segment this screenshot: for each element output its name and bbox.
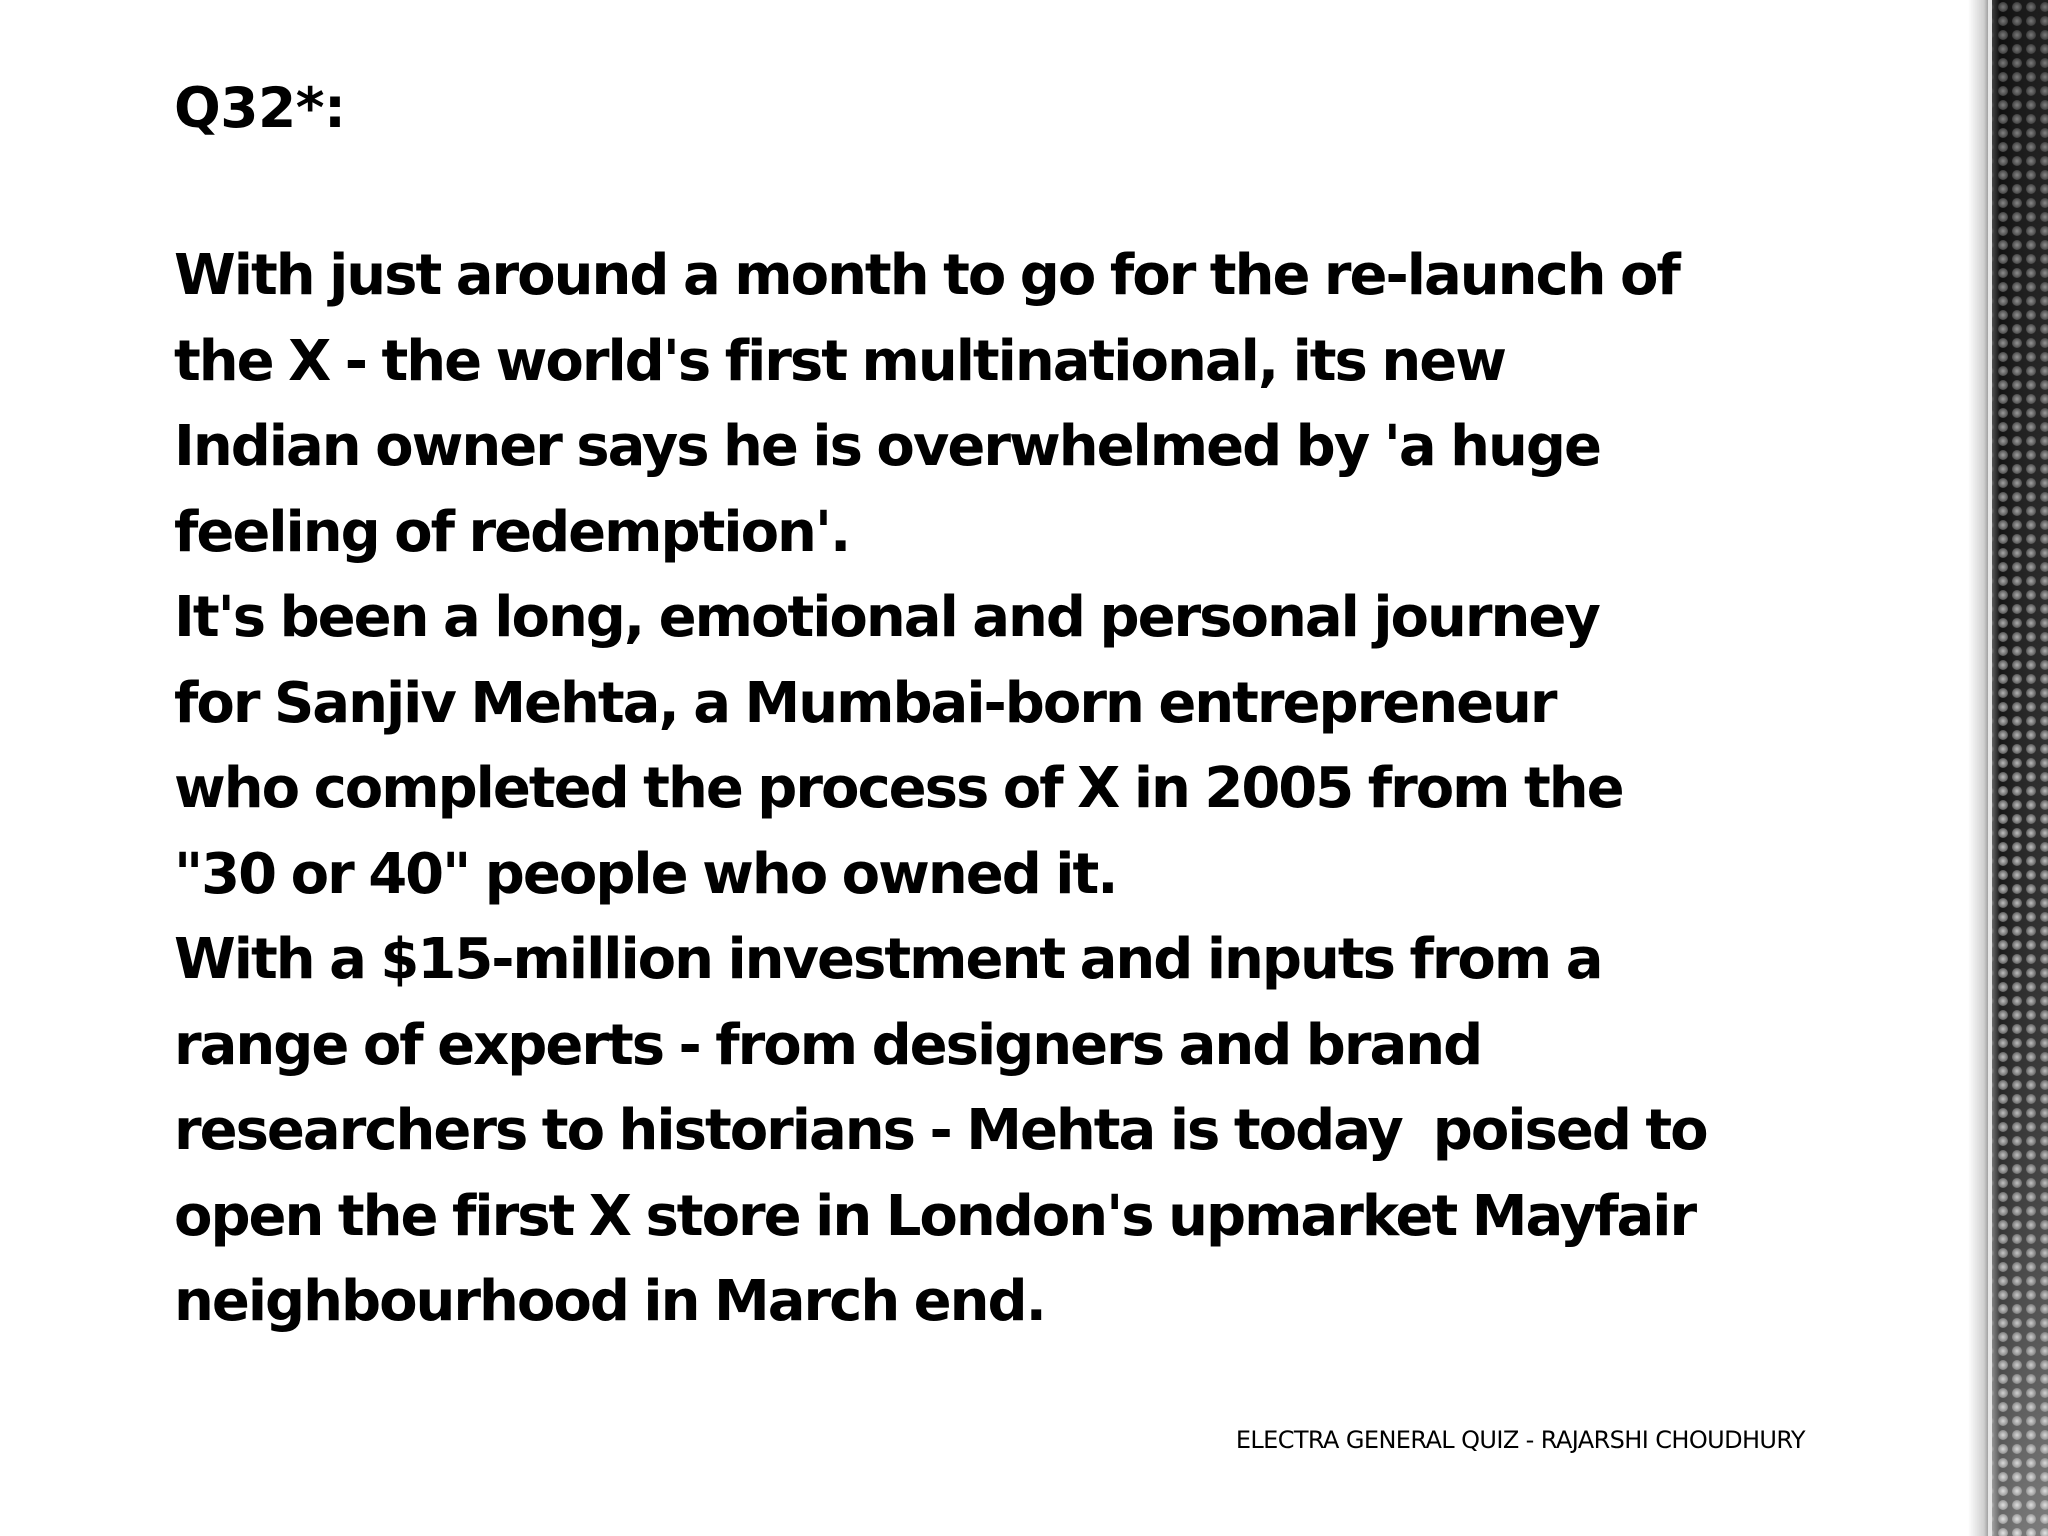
slide-footer: ELECTRA GENERAL QUIZ - RAJARSHI CHOUDHURY <box>1235 1426 1805 1454</box>
slide-title: Q32*: <box>174 76 346 140</box>
body-line: "30 or 40" people who owned it. <box>174 841 1117 907</box>
body-line: With a $15-million investment and inputs from a <box>174 927 1602 992</box>
body-line: Indian owner says he is overwhelmed by 'a huge <box>174 414 1600 479</box>
question-body <box>174 233 1814 1345</box>
decorative-side-border <box>1968 0 2048 1536</box>
body-line: who completed the process of X in 2005 from the <box>174 756 1623 821</box>
body-line: researchers to historians - Mehta is today poised to <box>174 1098 1707 1163</box>
body-line: range of experts - from designers and brand <box>174 1012 1482 1078</box>
body-line: feeling of redemption'. <box>174 499 850 565</box>
body-line: open the first X store in London's upmarket Mayfair <box>174 1183 1696 1249</box>
body-line: With just around a month to go for the re-launch of <box>174 243 1679 308</box>
side-border-graphic <box>1968 0 2048 1536</box>
body-line: for Sanjiv Mehta, a Mumbai-born entrepreneur <box>174 670 1556 736</box>
body-line: neighbourhood in March end. <box>174 1269 1045 1334</box>
body-line: the X - the world's first multinational, its new <box>174 328 1505 394</box>
body-line: It's been a long, emotional and personal journey <box>174 585 1599 650</box>
